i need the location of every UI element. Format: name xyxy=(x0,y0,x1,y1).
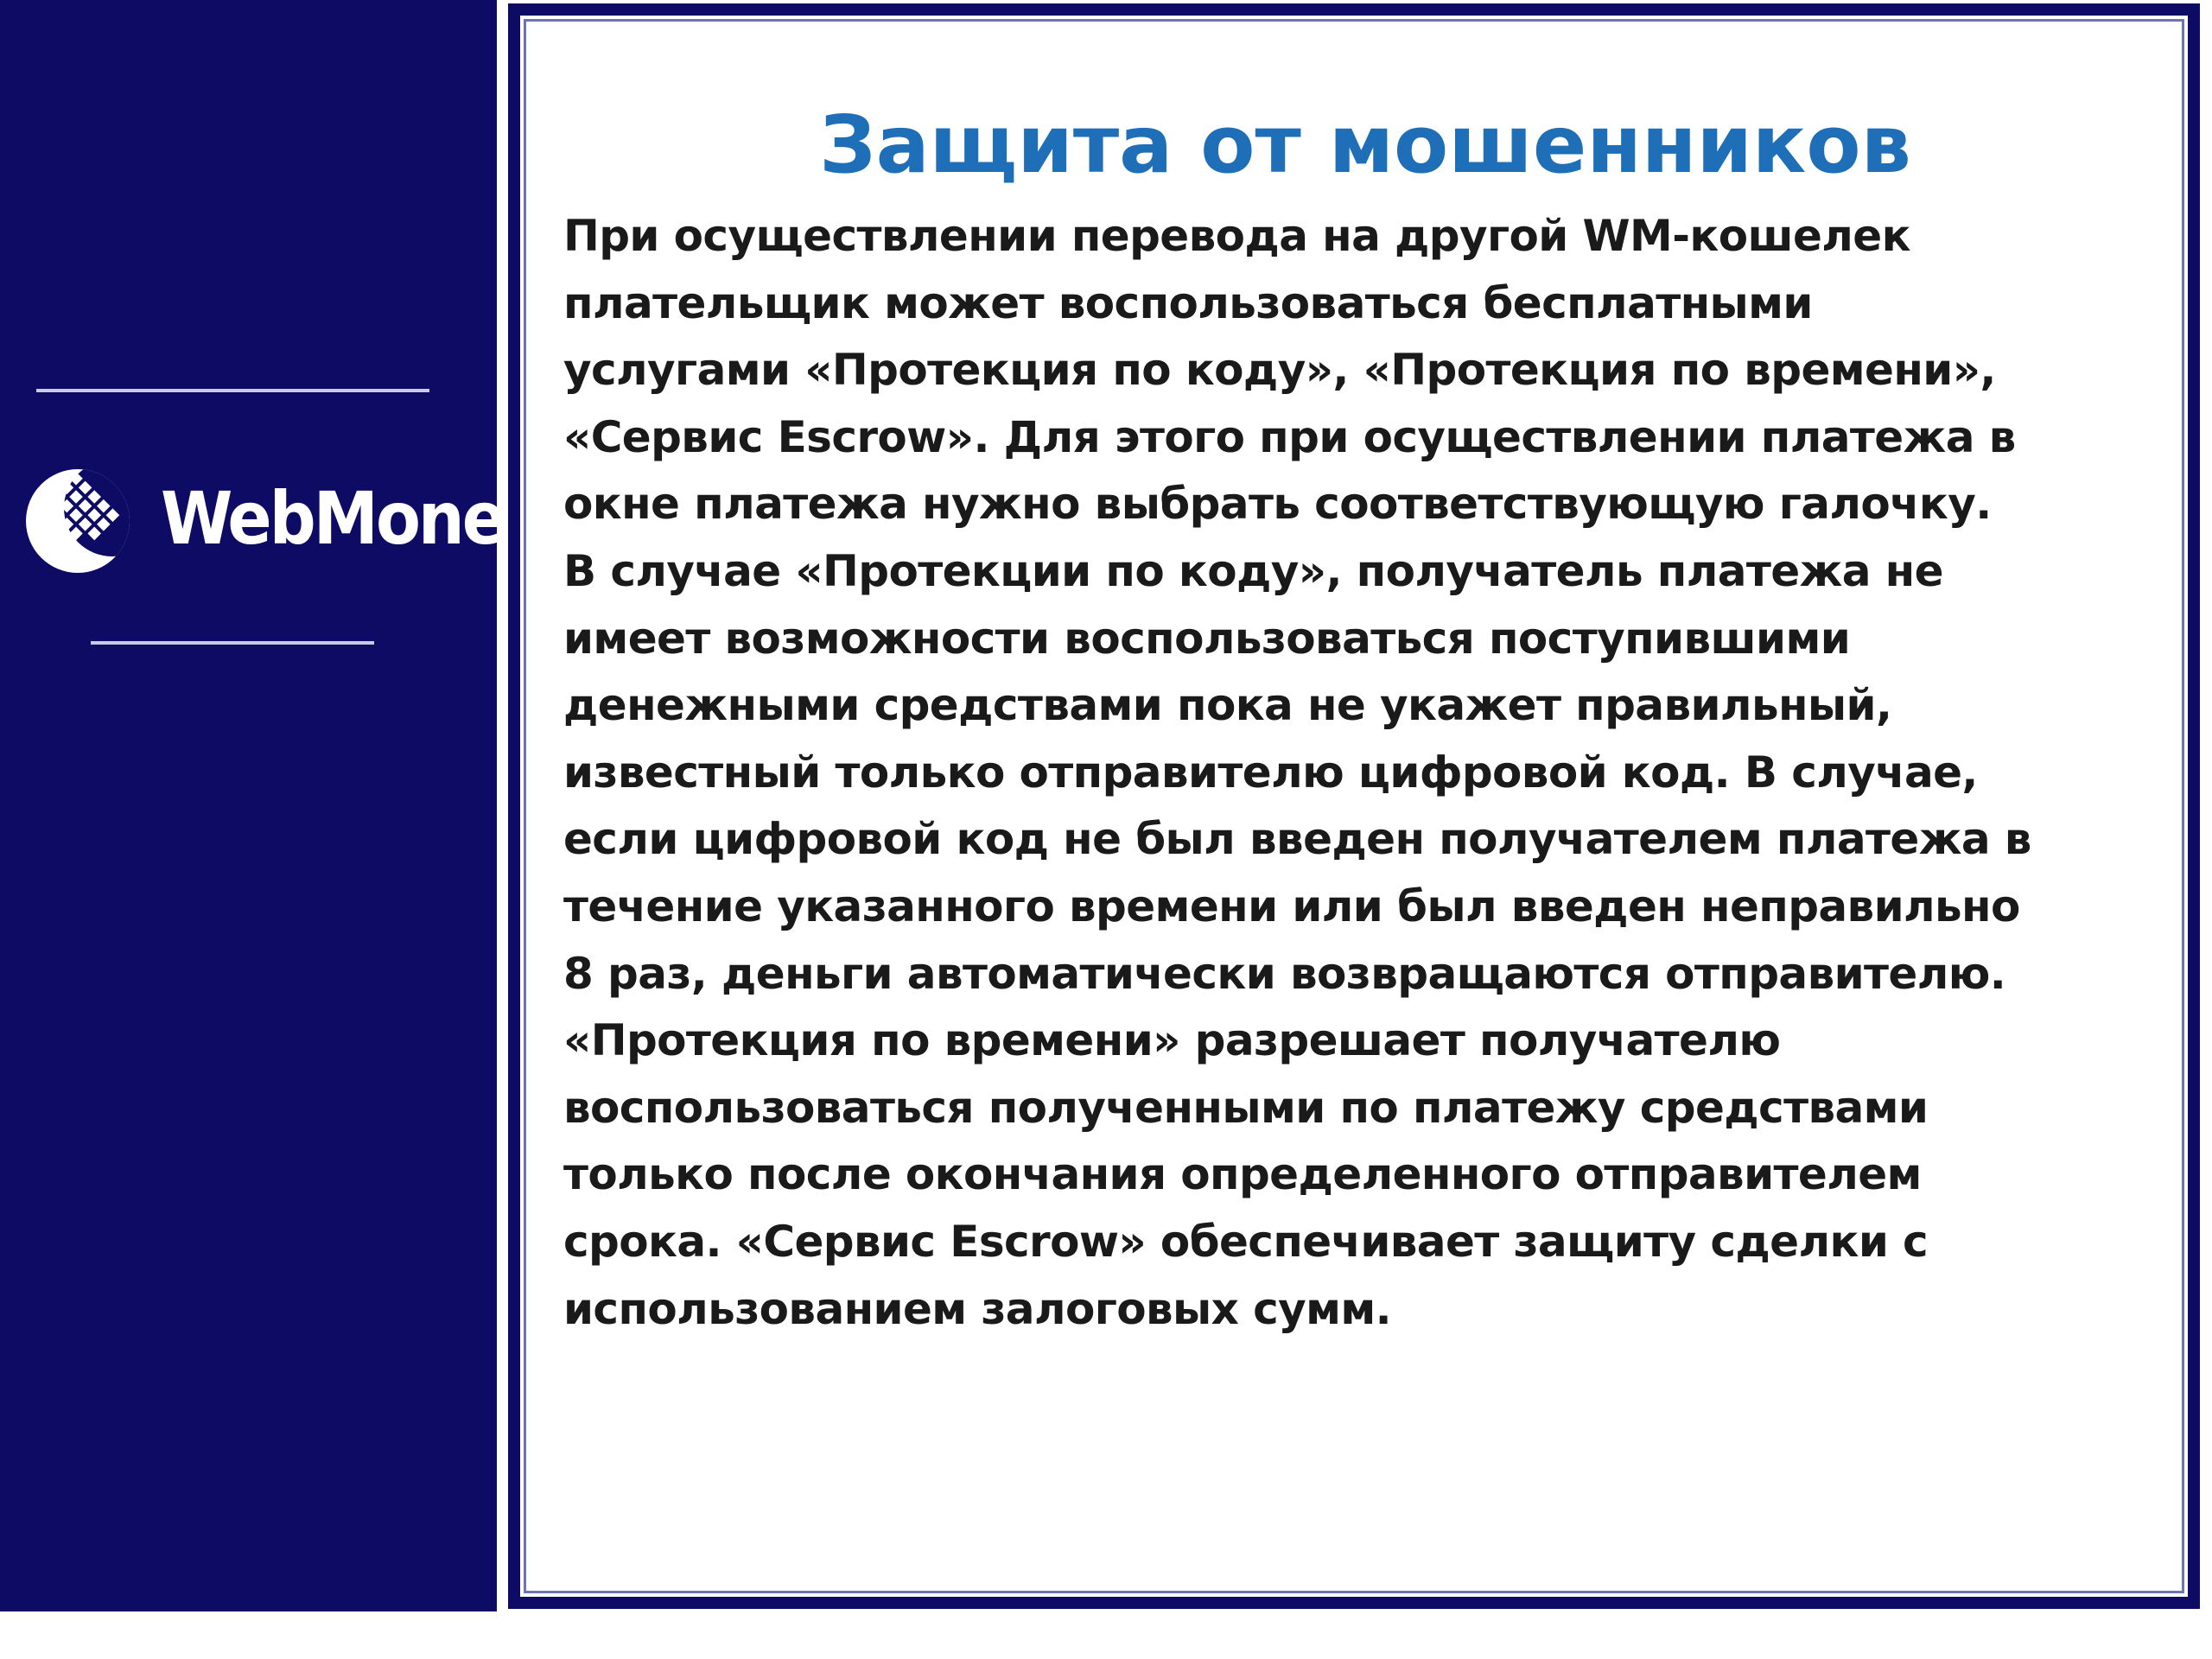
body-line: плательщик может воспользоваться бесплатными xyxy=(563,277,1813,328)
body-line: «Протекция по времени» разрешает получателю xyxy=(563,1015,1781,1066)
sidebar-divider-top xyxy=(36,389,429,392)
body-line: воспользоваться полученными по платежу средствами xyxy=(563,1082,1929,1133)
slide-title: Защита от мошенников xyxy=(819,99,1911,191)
sidebar xyxy=(0,0,544,1611)
body-line: услугами «Протекция по коду», «Протекция по времени», xyxy=(563,345,1996,396)
body-line: течение указанного времени или был введен неправильно xyxy=(563,880,2020,931)
body-line: срока. «Сервис Escrow» обеспечивает защиту сделки с xyxy=(563,1216,1929,1267)
body-line: только после окончания определенного отправителем xyxy=(563,1149,1922,1200)
body-line: использованием залоговых сумм. xyxy=(563,1283,1392,1334)
webmoney-logo xyxy=(24,465,544,577)
body-line: 8 раз, деньги автоматически возвращаются отправителю. xyxy=(563,948,2006,999)
sidebar-divider-bottom xyxy=(91,641,374,645)
body-line: известный только отправителю цифровой код. В случае, xyxy=(563,747,1978,798)
body-line: если цифровой код не был введен получателем платежа в xyxy=(563,814,2031,865)
body-line: При осуществлении перевода на другой WM-кошелек xyxy=(563,211,1910,261)
body-line: «Сервис Escrow». Для этого при осуществлении платежа в xyxy=(563,411,2016,462)
body-line: денежными средствами пока не укажет правильный, xyxy=(563,680,1892,731)
slide-body xyxy=(563,203,2032,1343)
body-line: окне платежа нужно выбрать соответствующую галочку. xyxy=(563,479,1992,530)
body-line: имеет возможности воспользоваться поступившими xyxy=(563,613,1851,664)
webmoney-wordmark: WebMoney xyxy=(161,476,544,561)
body-line: В случае «Протекции по коду», получатель платежа не xyxy=(563,545,1943,596)
webmoney-globe-icon xyxy=(24,465,145,577)
